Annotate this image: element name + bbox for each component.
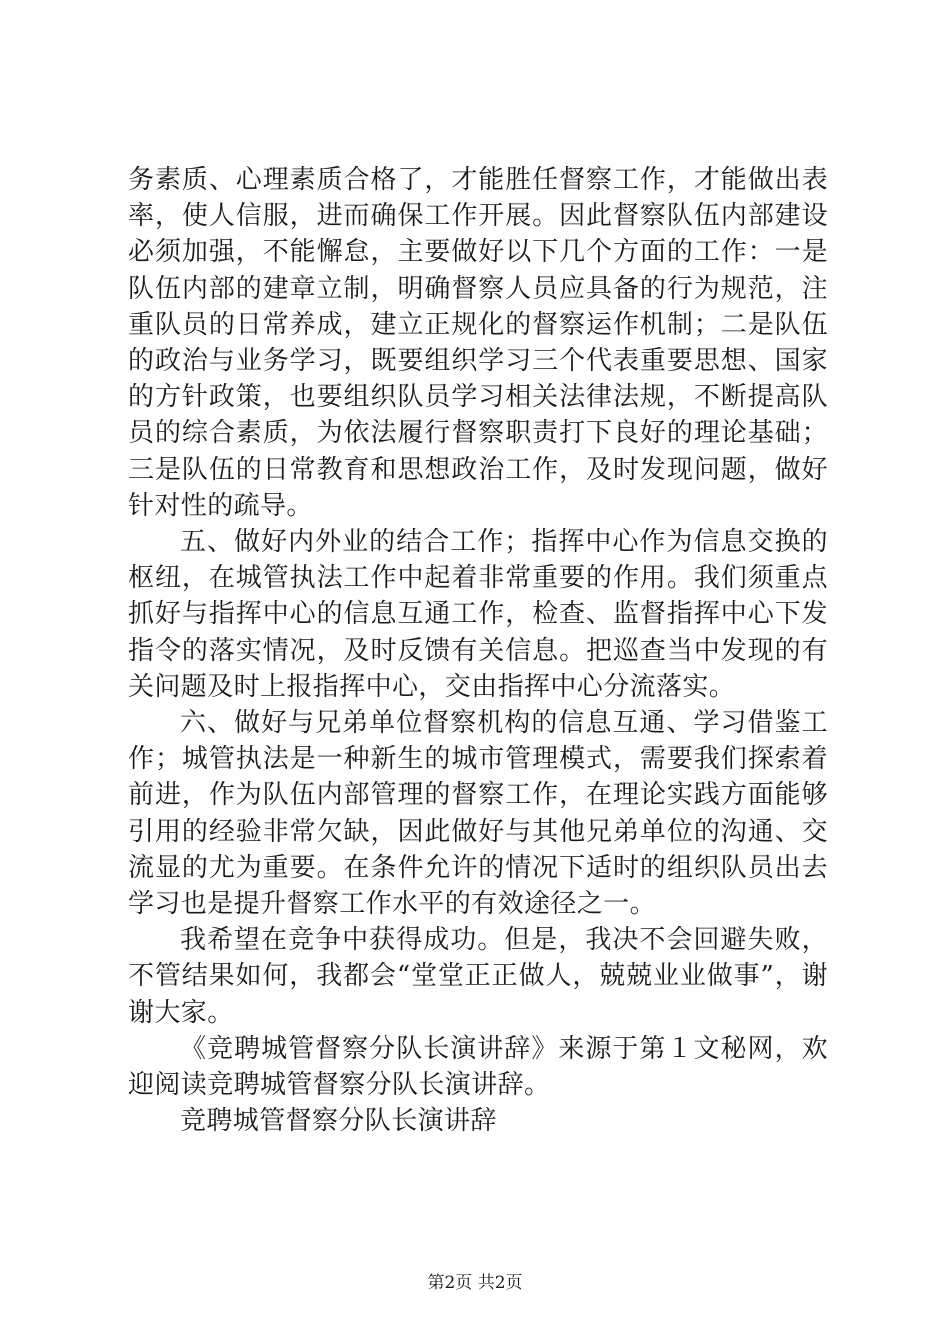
paragraph-continuation: 务素质、心理素质合格了，才能胜任督察工作，才能做出表率，使人信服，进而确保工作开展。因此督察队伍内部建设必须加强，不能懈怠，主要做好以下几个方面的工作：一是队伍内部的建章立制，明确督察人员应具备的行为规范，注重队员的日常养成，建立正规化的督察运作机制；二是队伍的政治与业务学习，既要组织学习三个代表重要思想、国家的方针政策，也要组织队员学习相关法律法规，不断提高队员的综合素质，为依法履行督察职责打下良好的理论基础；三是队伍的日常教育和思想政治工作，及时发现问题，做好针对性的疏导。 — [128, 165, 828, 521]
paragraph-section-five: 五、做好内外业的结合工作；指挥中心作为信息交换的枢纽，在城管执法工作中起着非常重要的作用。我们须重点抓好与指挥中心的信息互通工作，检查、监督指挥中心下发指令的落实情况，及时反馈有关信息。把巡查当中发现的有关问题及时上报指挥中心，交由指挥中心分流落实。 — [128, 527, 828, 702]
paragraph-document-title: 竞聘城管督察分队长演讲辞 — [180, 1106, 497, 1137]
paragraph-closing-statement: 我希望在竞争中获得成功。但是，我决不会回避失败，不管结果如何，我都会“堂堂正正做人，兢兢业业做事”，谢谢大家。 — [128, 925, 828, 1028]
document-body — [128, 162, 828, 1139]
paragraph-section-six: 六、做好与兄弟单位督察机构的信息互通、学习借鉴工作；城管执法是一种新生的城市管理模式，需要我们探索着前进，作为队伍内部管理的督察工作，在理论实践方面能够引用的经验非常欠缺，因此做好与其他兄弟单位的沟通、交流显的尤为重要。在条件允许的情况下适时的组织队员出去学习也是提升督察工作水平的有效途径之一。 — [128, 708, 828, 920]
page-number-footer: 第2页 共2页 — [427, 1273, 523, 1293]
paragraph-source-note: 《竞聘城管督察分队长演讲辞》来源于第１文秘网，欢迎阅读竞聘城管督察分队长演讲辞。 — [128, 1033, 828, 1101]
